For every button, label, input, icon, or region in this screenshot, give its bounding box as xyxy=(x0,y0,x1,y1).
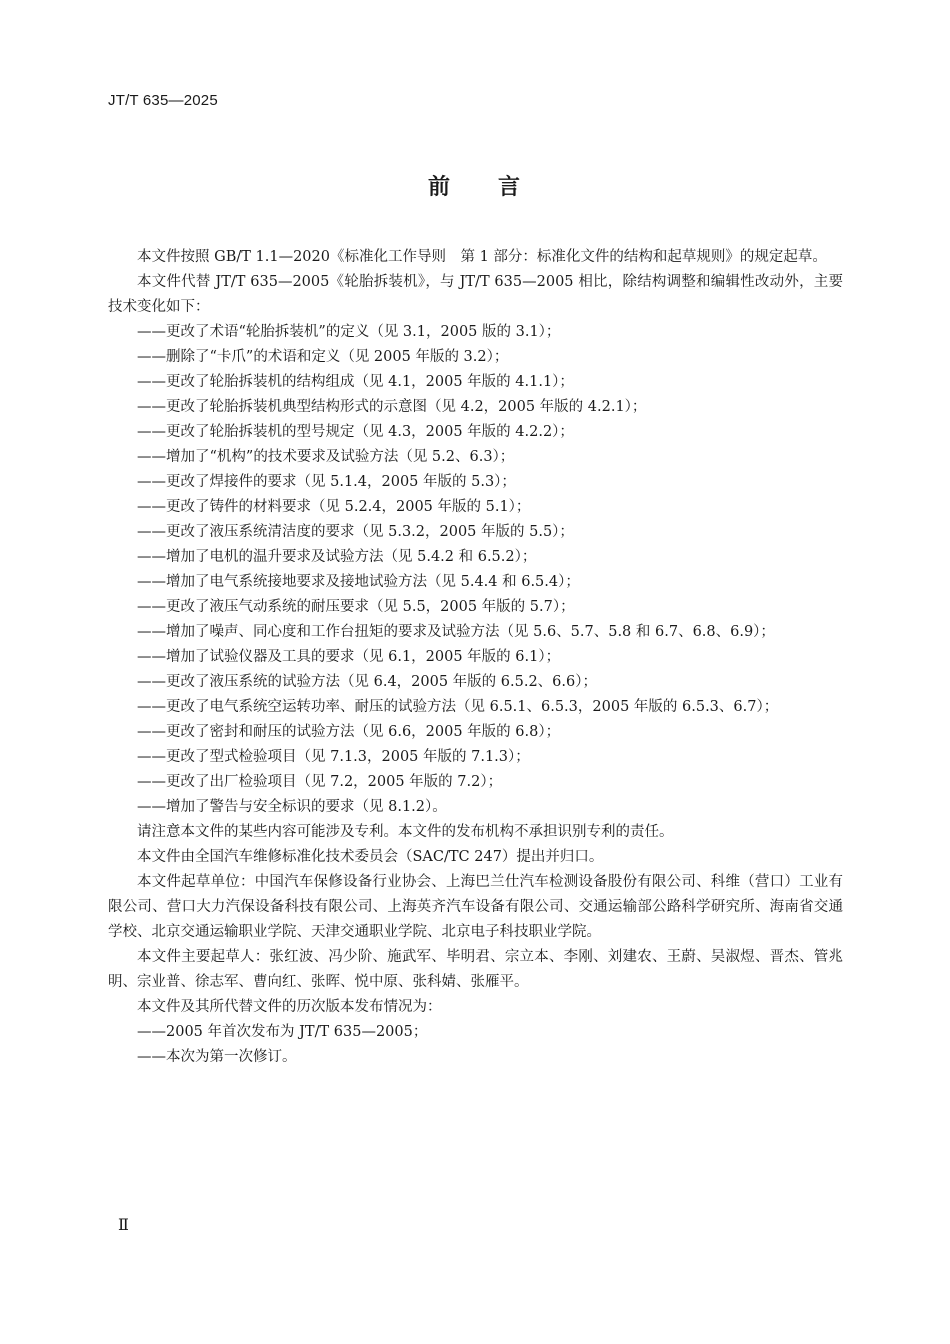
list-item: ——增加了试验仪器及工具的要求（见 6.1，2005 年版的 6.1）； xyxy=(137,649,561,665)
section-title xyxy=(0,170,950,201)
title-char-2: 言 xyxy=(498,175,523,200)
list-item: ——更改了液压气动系统的耐压要求（见 5.5，2005 年版的 5.7）； xyxy=(137,599,575,615)
list-item: ——更改了液压系统清洁度的要求（见 5.3.2，2005 年版的 5.5）； xyxy=(137,524,574,540)
list-item: ——删除了“卡爪”的术语和定义（见 2005 年版的 3.2）； xyxy=(137,349,509,365)
list-item: ——增加了电机的温升要求及试验方法（见 5.4.2 和 6.5.2）； xyxy=(137,549,537,565)
list-item: ——本次为第一次修订。 xyxy=(137,1049,297,1065)
list-item: ——更改了铸件的材料要求（见 5.2.4，2005 年版的 5.1）； xyxy=(137,499,531,515)
paragraph-drafting-rules: 本文件按照 GB/T 1.1—2020《标准化工作导则 第 1 部分：标准化文件的结构和起草规则》的规定起草。 xyxy=(137,249,827,265)
list-item: ——更改了轮胎拆装机的结构组成（见 4.1，2005 年版的 4.1.1）； xyxy=(137,374,574,390)
list-item: ——更改了焊接件的要求（见 5.1.4，2005 年版的 5.3）； xyxy=(137,474,516,490)
paragraph-history-intro: 本文件及其所代替文件的历次版本发布情况为： xyxy=(137,999,442,1015)
paragraph-drafting-units: 本文件起草单位：中国汽车保修设备行业协会、上海巴兰仕汽车检测设备股份有限公司、科维（营口）工业有限公司、营口大力汽保设备科技有限公司、上海英齐汽车设备有限公司、交通运输部公路科学研究所、海南省交通学校、北京交通运输职业学院、天津交通职业学院、北京电子科技职业学院。 xyxy=(108,874,843,940)
page-number: Ⅱ xyxy=(118,1215,129,1234)
preface-body xyxy=(108,245,843,1070)
list-item: ——增加了“机构”的技术要求及试验方法（见 5.2、6.3）； xyxy=(137,449,515,465)
title-char-1: 前 xyxy=(427,175,452,200)
paragraph-replacement: 本文件代替 JT/T 635—2005《轮胎拆装机》，与 JT/T 635—2005 相比，除结构调整和编辑性改动外，主要技术变化如下： xyxy=(108,274,843,315)
list-item: ——更改了型式检验项目（见 7.1.3，2005 年版的 7.1.3）； xyxy=(137,749,530,765)
list-item: ——更改了轮胎拆装机典型结构形式的示意图（见 4.2，2005 年版的 4.2.1）； xyxy=(137,399,647,415)
paragraph-patent-notice: 请注意本文件的某些内容可能涉及专利。本文件的发布机构不承担识别专利的责任。 xyxy=(137,824,674,840)
list-item: ——2005 年首次发布为 JT/T 635—2005； xyxy=(137,1024,428,1040)
list-item: ——增加了警告与安全标识的要求（见 8.1.2）。 xyxy=(137,799,447,815)
history-list xyxy=(108,1020,843,1070)
list-item: ——更改了轮胎拆装机的型号规定（见 4.3，2005 年版的 4.2.2）； xyxy=(137,424,574,440)
list-item: ——增加了噪声、同心度和工作台扭矩的要求及试验方法（见 5.6、5.7、5.8 和 6.7、6.8、6.9）； xyxy=(137,624,775,640)
list-item: ——增加了电气系统接地要求及接地试验方法（见 5.4.4 和 6.5.4）； xyxy=(137,574,580,590)
paragraph-drafters: 本文件主要起草人：张红波、冯少阶、施武军、毕明君、宗立本、李刚、刘建农、王蔚、吴淑煜、晋杰、管兆明、宗业普、徐志军、曹向红、张晖、悦中原、张科婧、张雁平。 xyxy=(108,949,843,990)
list-item: ——更改了术语“轮胎拆装机”的定义（见 3.1，2005 版的 3.1）； xyxy=(137,324,561,340)
list-item: ——更改了密封和耐压的试验方法（见 6.6，2005 年版的 6.8）； xyxy=(137,724,561,740)
list-item: ——更改了电气系统空运转功率、耐压的试验方法（见 6.5.1、6.5.3，2005 年版的 6.5.3、6.7）； xyxy=(137,699,779,715)
paragraph-proposer: 本文件由全国汽车维修标准化技术委员会（SAC/TC 247）提出并归口。 xyxy=(137,849,604,865)
standard-code: JT/T 635—2025 xyxy=(108,92,218,109)
list-item: ——更改了液压系统的试验方法（见 6.4，2005 年版的 6.5.2、6.6）； xyxy=(137,674,597,690)
changes-list xyxy=(108,320,843,820)
list-item: ——更改了出厂检验项目（见 7.2，2005 年版的 7.2）； xyxy=(137,774,503,790)
